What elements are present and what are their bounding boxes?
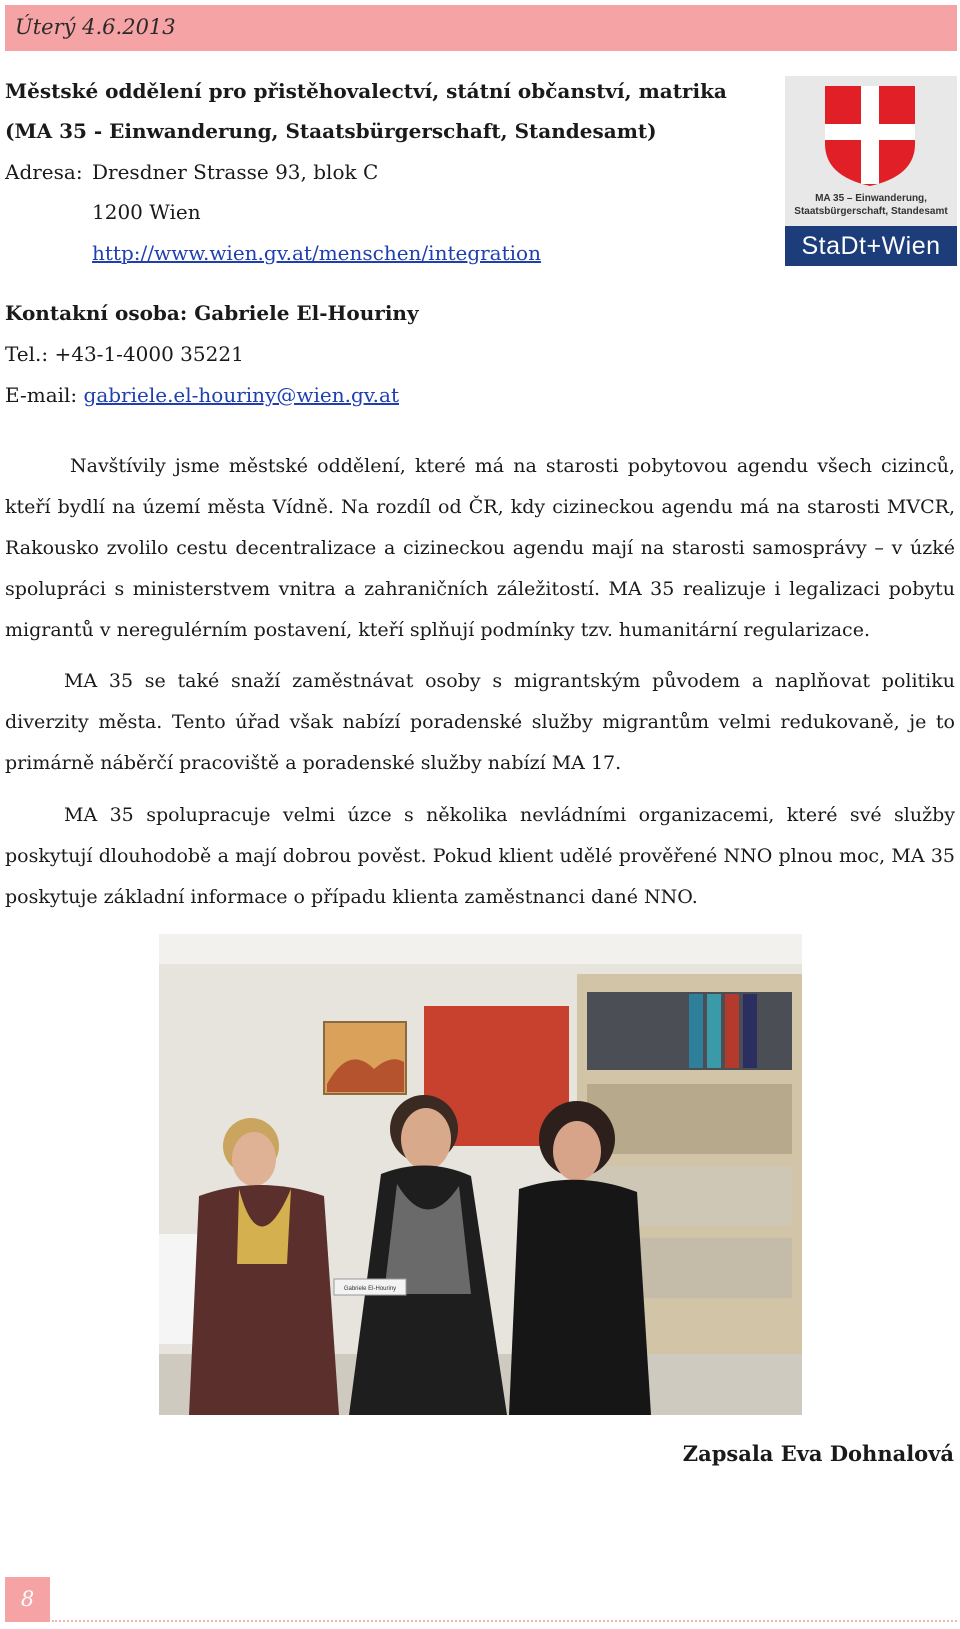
signature: Zapsala Eva Dohnalová [682,1441,954,1466]
office-title-line2: (MA 35 - Einwanderung, Staatsbürgerschaft, Standesamt) [5,119,657,143]
footer-divider [52,1620,957,1622]
office-photo-illustration [159,934,802,1415]
address-city: 1200 Wien [92,200,201,224]
contact-phone: Tel.: +43-1-4000 35221 [5,342,244,366]
paragraph-1: Navštívily jsme městské oddělení, které má na starosti pobytovou agendu všech cizinců, kteří bydlí na území města Vídně. Na rozdíl od ČR, kdy cizineckou agendu má na starosti MVCR, Rakousko zvolilo cestu decentralizace a cizineckou agendu mají na starosti samosprávy – v úzké spolupráci s ministerstvem vnitra a zahraničních záležitostí. MA 35 realizuje i legalizaci pobytu migrantů v neregulérním postavení, kteří splňují podmínky tzv. humanitární regularizace. [5,455,955,641]
paragraph-3: MA 35 spolupracuje velmi úzce s několika nevládními organizacemi, které své služby poskytují dlouhodobě a mají dobrou pověst. Pokud klient udělé prověřené NNO plnou moc, MA 35 poskytuje základní informace o případu klienta zaměstnanci dané NNO. [5,804,955,908]
office-website-link[interactable]: http://www.wien.gv.at/menschen/integration [92,241,541,265]
contact-person: Kontakní osoba: Gabriele El-Houriny [5,301,419,325]
logo-brand: StaDt+Wien [785,226,957,266]
page-number: 8 [20,1587,35,1611]
team-photo [159,934,802,1415]
office-title-line1: Městské oddělení pro přistěhovalectví, státní občanství, matrika [5,79,727,103]
date-text: Úterý 4.6.2013 [15,15,176,39]
address-street: Dresdner Strasse 93, blok C [92,160,379,184]
address-label: Adresa: [5,160,83,184]
name-badge-text: Gabriele El-Houriny [343,1286,397,1292]
email-label: E-mail: [5,383,84,407]
email-link[interactable]: gabriele.el-houriny@wien.gv.at [83,383,399,407]
logo-caption: MA 35 – Einwanderung, Staatsbürgerschaft, Standesamt [794,193,948,217]
contact-email-line [5,382,399,408]
vienna-shield-icon [823,86,917,186]
page-number-box [5,1577,50,1622]
date-header [5,5,957,51]
paragraph-2: MA 35 se také snaží zaměstnávat osoby s migrantským původem a naplňovat politiku diverzity města. Tento úřad však nabízí poradenské služby migrantům velmi redukovaně, je to primárně náběrčí pracoviště a poradenské služby nabízí MA 17. [5,670,955,774]
stadt-wien-logo [785,76,957,266]
